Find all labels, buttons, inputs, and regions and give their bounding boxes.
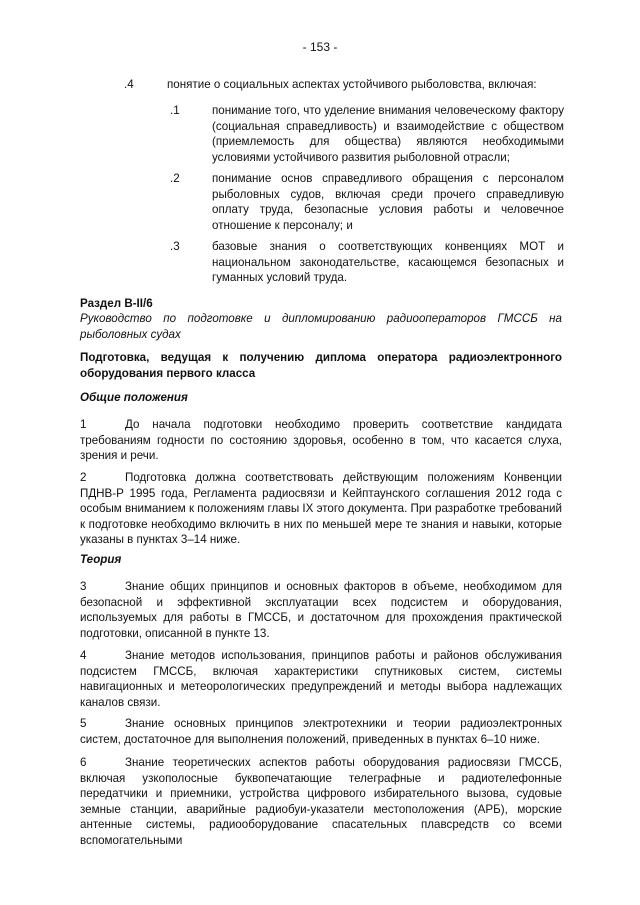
subitem-1-text: понимание того, что уделение внимания человеческому фактору (социальная справедливость) и взаимодействие с обществом (приемлемость для общества) являются необходимыми условиями устойчивого развития рыболовной отрасли;: [212, 104, 564, 164]
page-number: - 153 -: [302, 40, 338, 54]
paragraph-text: Знание основных принципов электротехники и теории радиоэлектронных систем, достаточное для выполнения положений, приведенных в пунктах 6–10 ниже.: [80, 717, 562, 746]
paragraph-number: 4: [80, 649, 87, 662]
theory-heading: Теория: [80, 553, 122, 566]
paragraph-number: 6: [80, 756, 87, 769]
paragraph-number: 2: [80, 471, 87, 484]
paragraph-text: Знание методов использования, принципов работы и районов обслуживания подсистем ГМССБ, включая характеристики спутниковых систем, системы навигационных и метеорологических предупреждений и методы выбора надлежащих каналов связи.: [80, 649, 562, 709]
paragraph-number: 3: [80, 580, 87, 593]
training-heading: Подготовка, ведущая к получению диплома оператора радиоэлектронного оборудования первого класса: [80, 351, 562, 380]
paragraph-number: 5: [80, 717, 87, 730]
paragraph-5: [80, 716, 562, 747]
item-4-text: понятие о социальных аспектах устойчивого рыболовства, включая:: [167, 78, 537, 91]
section-title: Раздел B-II/6: [80, 297, 153, 310]
paragraph-1: [80, 417, 562, 464]
general-provisions-heading: Общие положения: [80, 391, 188, 404]
subitem-3-number: .3: [170, 240, 180, 253]
paragraph-text: Знание общих принципов и основных факторов в объеме, необходимом для безопасной и эффективной эксплуатации всех подсистем и оборудования, используемых для работы в ГМССБ, и достаточном для прохождения практической подготовки, описанной в пункте 13.: [80, 580, 562, 640]
subitem-3-text: базовые знания о соответствующих конвенциях МОТ и национальном законодательстве, касающемся безопасных и гуманных условий труда.: [212, 240, 564, 285]
item-4-number: .4: [124, 78, 134, 91]
subitem-1-number: .1: [170, 104, 180, 117]
subitem-2-number: .2: [170, 172, 180, 185]
paragraph-4: [80, 648, 562, 710]
paragraph-6: [80, 755, 562, 849]
paragraph-number: 1: [80, 418, 87, 431]
paragraph-text: Подготовка должна соответствовать действующим положениям Конвенции ПДНВ-Р 1995 года, Регламента радиосвязи и Кейптаунского соглашения 2012 года с особым вниманием к положениям главы IX этого документа. При разработке требований к подготовке необходимо включить в них по меньшей мере те знания и навыки, которые указаны в пунктах 3–14 ниже.: [80, 471, 562, 547]
paragraph-text: До начала подготовки необходимо проверить соответствие кандидата требованиям годности по состоянию здоровья, особенно в том, что касается слуха, зрения и речи.: [80, 418, 562, 463]
paragraph-2: [80, 470, 562, 548]
paragraph-3: [80, 579, 562, 641]
paragraph-text: Знание теоретических аспектов работы оборудования радиосвязи ГМССБ, включая узкополосные буквопечатающие телеграфные и радиотелефонные передатчики и приемники, устройства цифрового избирательного вызова, судовые земные станции, аварийные радиобуи-указатели местоположения (АРБ), морские антенные системы, радиооборудование спасательных плавсредств со всеми вспомогательными: [80, 756, 562, 847]
subitem-2-text: понимание основ справедливого обращения с персоналом рыболовных судов, включая среди прочего справедливую оплату труда, безопасные условия работы и человечное отношение к персоналу; и: [212, 172, 564, 232]
section-subtitle: Руководство по подготовке и дипломированию радиооператоров ГМССБ на рыболовных судах: [80, 312, 562, 341]
